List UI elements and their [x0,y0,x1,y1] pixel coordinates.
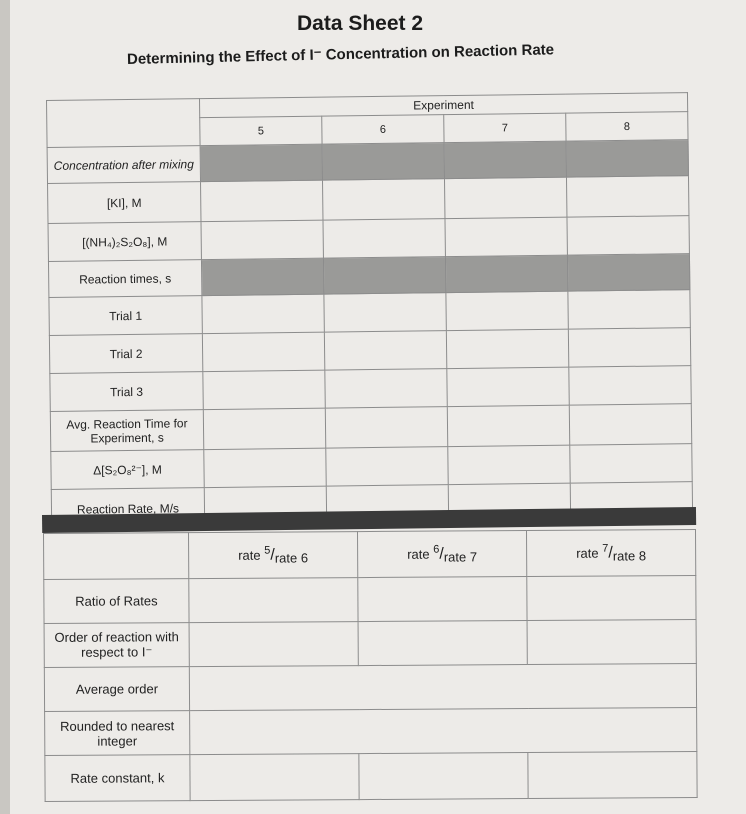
input-cell[interactable] [447,367,569,406]
input-cell[interactable] [323,219,445,258]
input-cell[interactable] [358,621,527,666]
experiment-7-header: 7 [444,113,566,142]
experiment-6-header: 6 [322,115,444,144]
input-cell[interactable] [359,753,528,800]
row-label-rounded: Rounded to nearest integer [45,711,190,756]
input-cell[interactable] [189,622,358,667]
ratio-header-7-8 [526,530,695,577]
shaded-cell [322,143,444,180]
page-subtitle: Determining the Effect of I⁻ Concentration on Reaction Rate [126,41,555,68]
ratio-header-5-6 [189,532,358,579]
row-label-reaction-times: Reaction times, s [48,260,201,298]
experiment-data-table [46,92,693,530]
input-cell[interactable] [446,291,568,330]
input-cell[interactable] [567,216,689,255]
shaded-cell [445,255,567,292]
input-cell[interactable] [325,407,447,448]
input-cell[interactable] [325,369,447,408]
row-label-reaction-rate: Reaction Rate, M/s [51,488,204,530]
input-cell[interactable] [527,620,696,665]
row-label-ratio-of-rates: Ratio of Rates [44,579,189,624]
row-label-rate-constant: Rate constant, k [45,755,190,802]
shaded-cell [200,144,322,181]
input-cell[interactable] [203,408,325,449]
row-label-average-order: Average order [44,667,189,712]
corner-cell [44,533,189,580]
shaded-cell [323,257,445,294]
data-sheet [10,0,746,814]
input-cell[interactable] [569,366,691,405]
input-cell[interactable] [324,293,446,332]
row-label-trial-3: Trial 3 [50,372,203,412]
fraction-slash: / [439,545,444,563]
experiment-8-header: 8 [566,112,688,141]
row-label-order: Order of reaction with respect to I⁻ [44,623,189,668]
shaded-cell [201,258,323,295]
row-label-trial-2: Trial 2 [49,334,202,374]
row-label-persulfate: [(NH₄)₂S₂O₈], M [48,222,201,262]
input-cell[interactable] [566,176,688,217]
ratio-numerator: rate [407,546,430,562]
ratio-numerator-index: 7 [602,542,609,555]
ratio-numerator-index: 5 [264,544,271,557]
shaded-cell [567,254,689,291]
shaded-cell [444,141,566,178]
corner-cell [47,99,201,148]
rate-analysis-table [43,529,698,802]
ratio-denominator: rate 6 [274,550,309,566]
ratio-denominator: rate 8 [612,548,647,564]
row-label-concentration: Concentration after mixing [47,146,200,184]
input-cell[interactable] [202,294,324,333]
input-cell[interactable] [447,405,569,446]
input-cell[interactable] [189,578,358,623]
input-cell[interactable] [190,708,697,755]
input-cell[interactable] [190,754,359,801]
experiment-5-header: 5 [200,116,322,145]
input-cell[interactable] [204,448,326,487]
input-cell[interactable] [324,331,446,370]
fraction-slash: / [608,544,613,562]
fraction-slash: / [270,546,275,564]
input-cell[interactable] [202,332,324,371]
input-cell[interactable] [201,220,323,259]
input-cell[interactable] [326,447,448,486]
row-label-trial-1: Trial 1 [49,296,202,336]
shaded-cell [566,140,688,177]
row-label-avg-time: Avg. Reaction Time for Experiment, s [50,410,203,452]
row-label-delta-persulfate: Δ[S₂O₈²⁻], M [51,450,204,490]
ratio-denominator: rate 7 [443,549,478,565]
input-cell[interactable] [358,577,527,622]
input-cell[interactable] [189,664,696,711]
input-cell[interactable] [568,328,690,367]
input-cell[interactable] [322,179,444,220]
input-cell[interactable] [448,445,570,484]
input-cell[interactable] [528,752,697,799]
input-cell[interactable] [570,444,692,483]
input-cell[interactable] [568,290,690,329]
input-cell[interactable] [569,404,691,445]
input-cell[interactable] [203,370,325,409]
input-cell[interactable] [527,576,696,621]
row-label-ki: [KI], M [48,182,201,224]
input-cell[interactable] [446,329,568,368]
ratio-header-6-7 [357,531,526,578]
ratio-numerator: rate [238,547,261,563]
input-cell[interactable] [444,177,566,218]
experiment-header: Experiment [199,93,687,118]
input-cell[interactable] [445,217,567,256]
ratio-numerator: rate [576,545,599,561]
ratio-numerator-index: 6 [433,543,440,556]
page-title: Data Sheet 2 [297,12,424,35]
input-cell[interactable] [201,180,323,221]
